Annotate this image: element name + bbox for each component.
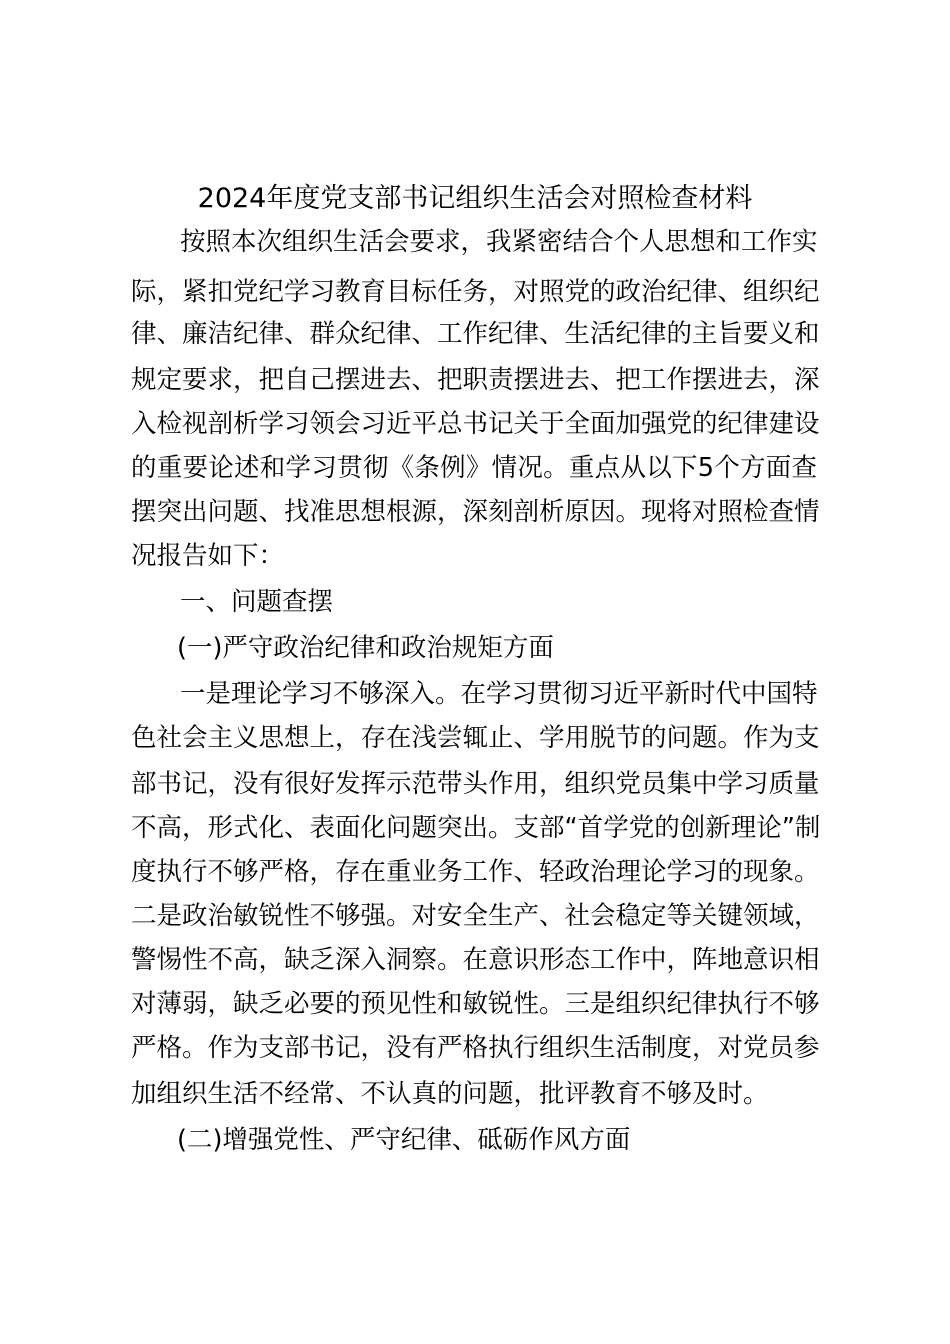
section-heading: 一、问题查摆	[180, 587, 334, 617]
subsection-heading: (二)增强党性、严守纪律、砥砺作风方面	[177, 1125, 631, 1155]
text-line: 不高，形式化、表面化问题突出。支部“首学党的创新理论”制	[131, 813, 821, 843]
text-line: 规定要求，把自己摆进去、把职责摆进去、把工作摆进去，深	[131, 365, 820, 395]
text-line: 警惕性不高，缺乏深入洞察。在意识形态工作中，阵地意识相	[131, 945, 820, 975]
text-line: 摆突出问题、找准思想根源，深刻剖析原因。现将对照检查情	[131, 497, 820, 527]
text-line: 一是理论学习不够深入。在学习贯彻习近平新时代中国特	[180, 679, 818, 709]
text-line: 律、廉洁纪律、群众纪律、工作纪律、生活纪律的主旨要义和	[131, 319, 820, 349]
text-line: 加组织生活不经常、不认真的问题，批评教育不够及时。	[131, 1079, 769, 1109]
text-line: 部书记，没有很好发挥示范带头作用，组织党员集中学习质量	[131, 769, 820, 799]
text-line: 按照本次组织生活会要求，我紧密结合个人思想和工作实	[180, 227, 818, 257]
document-title: 2024年度党支部书记组织生活会对照检查材料	[197, 183, 753, 214]
text-line: 严格。作为支部书记，没有严格执行组织生活制度，对党员参	[131, 1033, 820, 1063]
text-line: 入检视剖析学习领会习近平总书记关于全面加强党的纪律建设	[131, 409, 820, 439]
text-line: 二是政治敏锐性不够强。对安全生产、社会稳定等关键领域，	[131, 901, 820, 931]
text-line: 色社会主义思想上，存在浅尝辄止、学用脱节的问题。作为支	[131, 723, 820, 753]
text-line: 度执行不够严格，存在重业务工作、轻政治理论学习的现象。	[131, 857, 820, 887]
text-line: 对薄弱，缺乏必要的预见性和敏锐性。三是组织纪律执行不够	[131, 989, 820, 1019]
text-line: 的重要论述和学习贯彻《条例》情况。重点从以下5个方面查	[131, 453, 817, 483]
text-line: 际，紧扣党纪学习教育目标任务，对照党的政治纪律、组织纪	[131, 277, 820, 307]
subsection-heading: (一)严守政治纪律和政治规矩方面	[177, 633, 554, 663]
text-line: 况报告如下：	[131, 541, 285, 571]
